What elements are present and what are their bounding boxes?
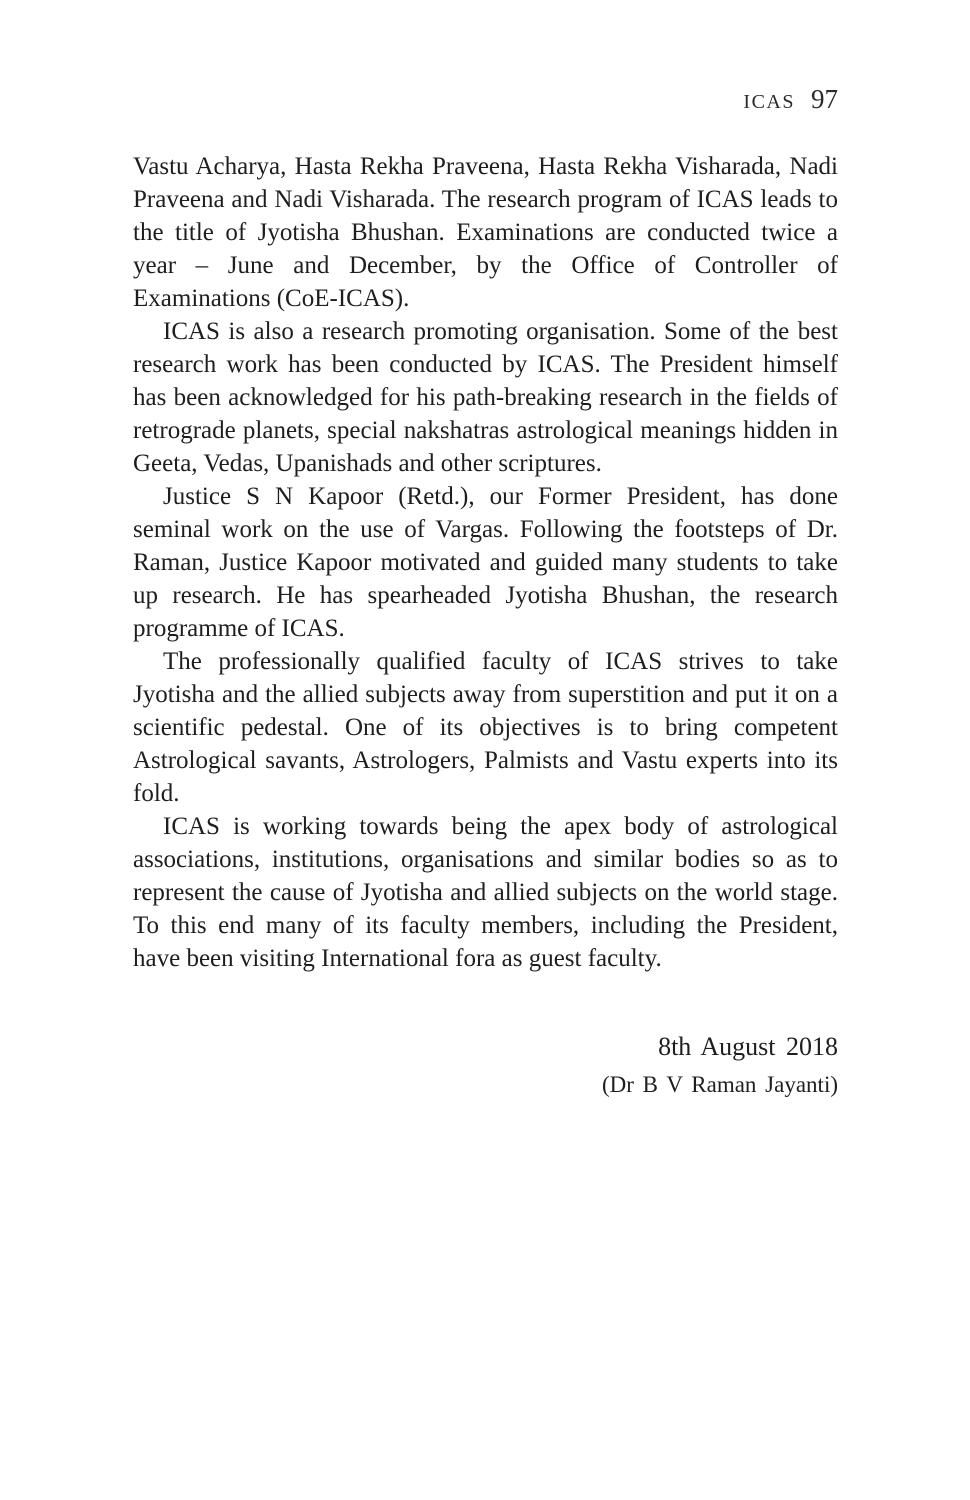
signoff-date: 8th August 2018 <box>658 1032 838 1061</box>
body-paragraph: The professionally qualified faculty of ICAS strives to take Jyotisha and the allied subjects away from superstition and put it on a scientific pedestal. One of its objectives is to bring competent Astrological savants, Astrologers, Palmists and Vastu experts into its fold. <box>133 648 838 807</box>
body-paragraph: ICAS is also a research promoting organisation. Some of the best research work has been conducted by ICAS. The President himself has been acknowledged for his path-breaking research in the fields of retrograde planets, special nakshatras astrological meanings hidden in Geeta, Vedas, Upanishads and other scriptures. <box>133 318 838 477</box>
body-paragraph: Justice S N Kapoor (Retd.), our Former President, has done seminal work on the use of Vargas. Following the footsteps of Dr. Raman, Justice Kapoor motivated and guided many students to take up research. He has spearheaded Jyotisha Bhushan, the research programme of ICAS. <box>133 483 838 642</box>
body-paragraph: Vastu Acharya, Hasta Rekha Praveena, Hasta Rekha Visharada, Nadi Praveena and Nadi Visharada. The research program of ICAS leads to the title of Jyotisha Bhushan. Examinations are conducted twice a year – June and December, by the Office of Controller of Examinations (CoE-ICAS). <box>133 153 838 312</box>
running-header <box>133 84 838 115</box>
body-paragraph: ICAS is working towards being the apex body of astrological associations, institutions, organisations and similar bodies so as to represent the cause of Jyotisha and allied subjects on the world stage. To this end many of its faculty members, including the President, have been visiting International fora as guest faculty. <box>133 813 838 972</box>
signoff-note: (Dr B V Raman Jayanti) <box>601 1072 838 1097</box>
body-text <box>133 150 838 1103</box>
running-title: ICAS <box>743 91 795 113</box>
signoff-block <box>133 1027 838 1103</box>
page-number: 97 <box>811 84 838 114</box>
